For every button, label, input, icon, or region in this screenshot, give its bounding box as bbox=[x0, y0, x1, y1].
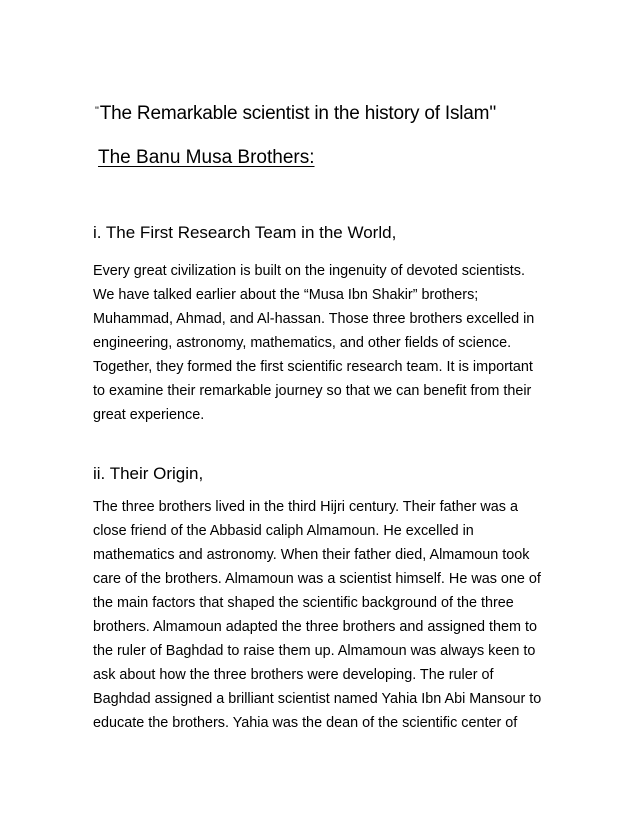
paragraph-line: care of the brothers. Almamoun was a scientist himself. He was one of bbox=[93, 571, 541, 587]
paragraph-first-research-team bbox=[93, 259, 593, 427]
paragraph-line: the main factors that shaped the scientific background of the three bbox=[93, 595, 514, 611]
paragraph-line: Muhammad, Ahmad, and Al-hassan. Those three brothers excelled in bbox=[93, 311, 535, 327]
title-open-quote: " bbox=[95, 105, 99, 117]
paragraph-line: educate the brothers. Yahia was the dean of the scientific center of bbox=[93, 715, 518, 731]
paragraph-line: great experience. bbox=[93, 407, 205, 423]
paragraph-line: Baghdad assigned a brilliant scientist named Yahia Ibn Abi Mansour to bbox=[93, 691, 542, 707]
section-heading-first-research-team: i. The First Research Team in the World, bbox=[93, 223, 397, 242]
paragraph-line: The three brothers lived in the third Hijri century. Their father was a bbox=[93, 499, 518, 515]
paragraph-line: Together, they formed the first scientific research team. It is important bbox=[93, 359, 533, 375]
paragraph-line: brothers. Almamoun adapted the three brothers and assigned them to bbox=[93, 619, 537, 635]
paragraph-line: close friend of the Abbasid caliph Almamoun. He excelled in bbox=[93, 523, 474, 539]
paragraph-line: We have talked earlier about the “Musa Ibn Shakir” brothers; bbox=[93, 287, 479, 303]
paragraph-their-origin bbox=[93, 495, 593, 735]
section-heading-their-origin: ii. Their Origin, bbox=[93, 464, 204, 483]
paragraph-line: ask about how the three brothers were developing. The ruler of bbox=[93, 667, 494, 683]
paragraph-line: Every great civilization is built on the ingenuity of devoted scientists. bbox=[93, 263, 525, 279]
document-title bbox=[95, 103, 496, 125]
paragraph-line: the ruler of Baghdad to raise them up. Almamoun was always keen to bbox=[93, 643, 536, 659]
paragraph-line: engineering, astronomy, mathematics, and other fields of science. bbox=[93, 335, 512, 351]
paragraph-line: to examine their remarkable journey so that we can benefit from their bbox=[93, 383, 532, 399]
paragraph-line: mathematics and astronomy. When their father died, Almamoun took bbox=[93, 547, 530, 563]
document-subtitle: The Banu Musa Brothers: bbox=[98, 147, 315, 168]
title-text: The Remarkable scientist in the history of Islam'' bbox=[99, 103, 497, 124]
